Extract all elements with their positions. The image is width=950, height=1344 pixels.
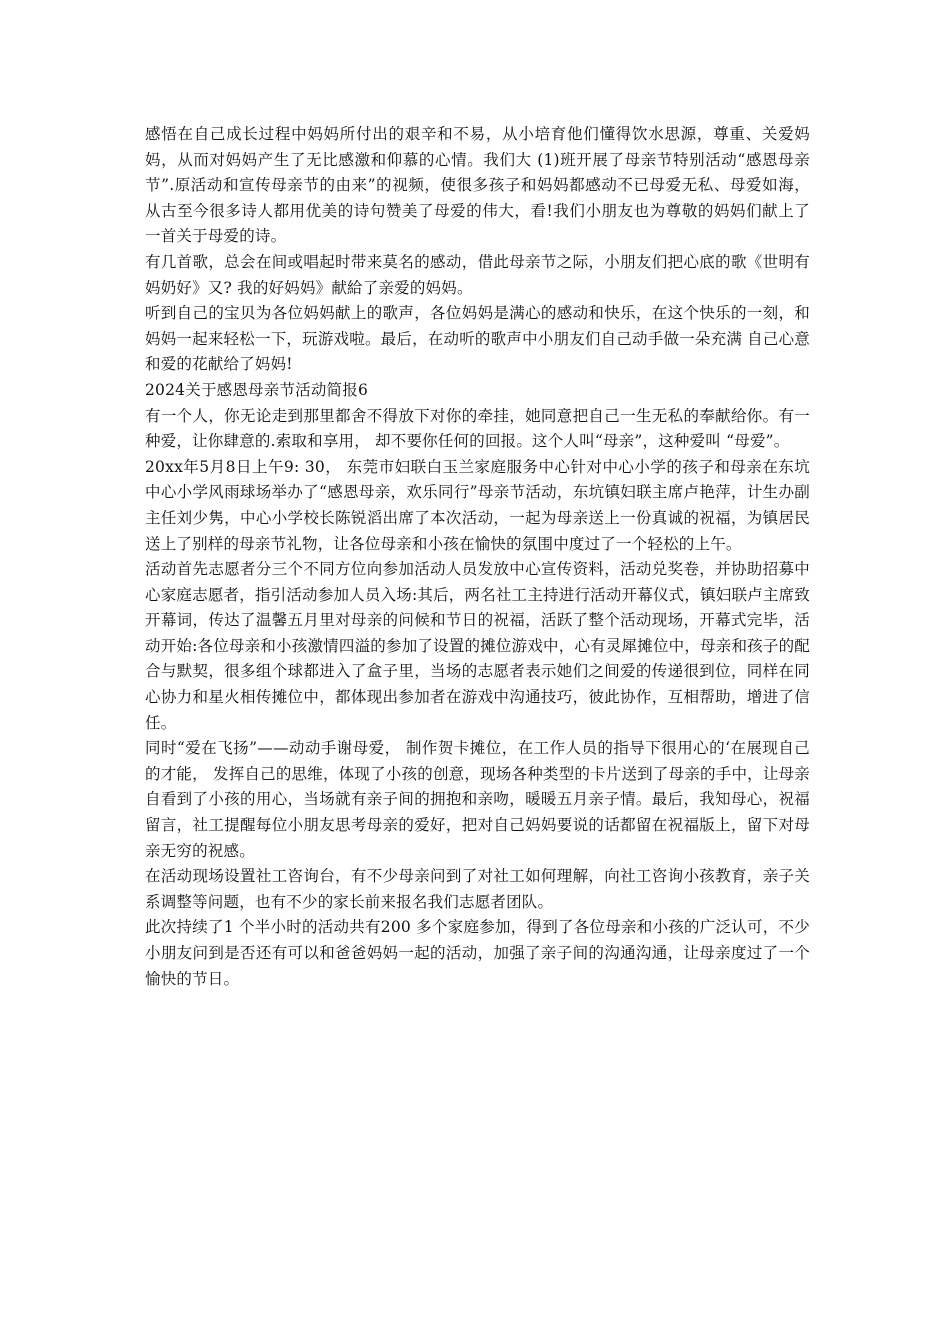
document-body [145,122,810,992]
paragraph-mother-love: 有一个人，你无论走到那里都舍不得放下对你的牵挂，她同意把自己一生无私的奉献给你。有一种爱，让你肆意的.索取和享用， 却不要你任何的回报。这个人叫“母亲”，这种爱叫 “母爱”。 [145,406,810,451]
paragraph-songs: 有几首歌，总会在间或唱起时带来莫名的感动，借此母亲节之际，小朋友们把心底的歌《世明有妈奶好》又? 我的好妈妈》献給了亲爱的妈妈。 [145,252,810,297]
paragraph-card-making: 同时“爱在飞扬”——动动手谢母爱， 制作贺卡摊位，在工作人员的指导下很用心的‘在展现自己的才能， 发挥自己的思维，体现了小孩的创意，现场各种类型的卡片送到了母亲的手中，让母亲自看到了小孩的用心，当场就有亲子间的拥抱和亲吻，暖暖五月亲子情。最后，我知母心，祝福留言，社工提醒每位小朋友思考母亲的爱好，把对自己妈妈要说的话都留在祝福版上，留下对母亲无穷的祝感。 [145,739,810,860]
paragraph-consultation: 在活动现场设置社工咨询台，有不少母亲问到了对社工如何理解，向社工咨询小孩教育，亲子关系调整等问题，也有不少的家长前来报名我们志愿者团队。 [145,867,810,911]
paragraph-gratitude-intro: 感悟在自己成长过程中妈妈所付出的艰辛和不易，从小培育他们懂得饮水思源，尊重、关爱妈妈，从而对妈妈产生了无比感激和仰慕的心情。我们大 (1)班开展了母亲节特别活动“感恩母亲节”.原活动和宣传母亲节的由来”的视频，使很多孩子和妈妈都感动不已母爱无私、母爱如海，从古至今很多诗人都用优美的诗句赞美了母爱的伟大，看!我们小朋友也为尊敬的妈妈们献上了一首关于母爱的诗。 [145,125,810,246]
paragraph-games-flowers: 听到自己的宝贝为各位妈妈献上的歌声，各位妈妈是满心的感动和快乐，在这个快乐的一刻，和妈妈一起来轻松一下，玩游戏啦。最后，在动听的歌声中小朋友们自己动手做一朵充满 自己心意和爱的花献给了妈妈! [145,304,810,374]
section-title: 2024关于感恩母亲节活动简报6 [145,380,369,399]
paragraph-conclusion: 此次持续了1 个半小时的活动共有200 多个家庭参加，得到了各位母亲和小孩的广泛认可，不少小朋友问到是否还有可以和爸爸妈妈一起的活动，加强了亲子间的沟通沟通，让母亲度过了一个愉快的节日。 [145,918,810,988]
paragraph-event-process: 活动首先志愿者分三个不同方位向参加活动人员发放中心宣传资料，活动兑奖卷，并协助招募中心家庭志愿者，指引活动参加人员入场:其后，两名社工主持进行活动开幕仪式，镇妇联卢主席致开幕词，传达了温馨五月里对母亲的问候和节日的祝福，活跃了整个活动现场，开幕式完毕，活动开始:各位母亲和小孩激情四溢的参加了设置的摊位游戏中，心有灵犀摊位中，母亲和孩子的配合与默契，很多组个球都进入了盒子里，当场的志愿者表示她们之间爱的传递很到位，同样在同心协力和星火相传摊位中，都体现出参加者在游戏中沟通技巧，彼此协作，互相帮助，增进了信任。 [145,560,810,732]
paragraph-event-overview: 20xx年5月8日上午9: 30， 东莞市妇联白玉兰家庭服务中心针对中心小学的孩子和母亲在东坑中心小学风雨球场举办了“感恩母亲，欢乐同行”母亲节活动，东坑镇妇联主席卢艳萍，计生办副主任刘少隽，中心小学校长陈锐滔出席了本次活动，一起为母亲送上一份真诚的祝福，为镇居民送上了别样的母亲节礼物，让各位母亲和小孩在愉快的氛围中度过了一个轻松的上午。 [145,457,810,553]
